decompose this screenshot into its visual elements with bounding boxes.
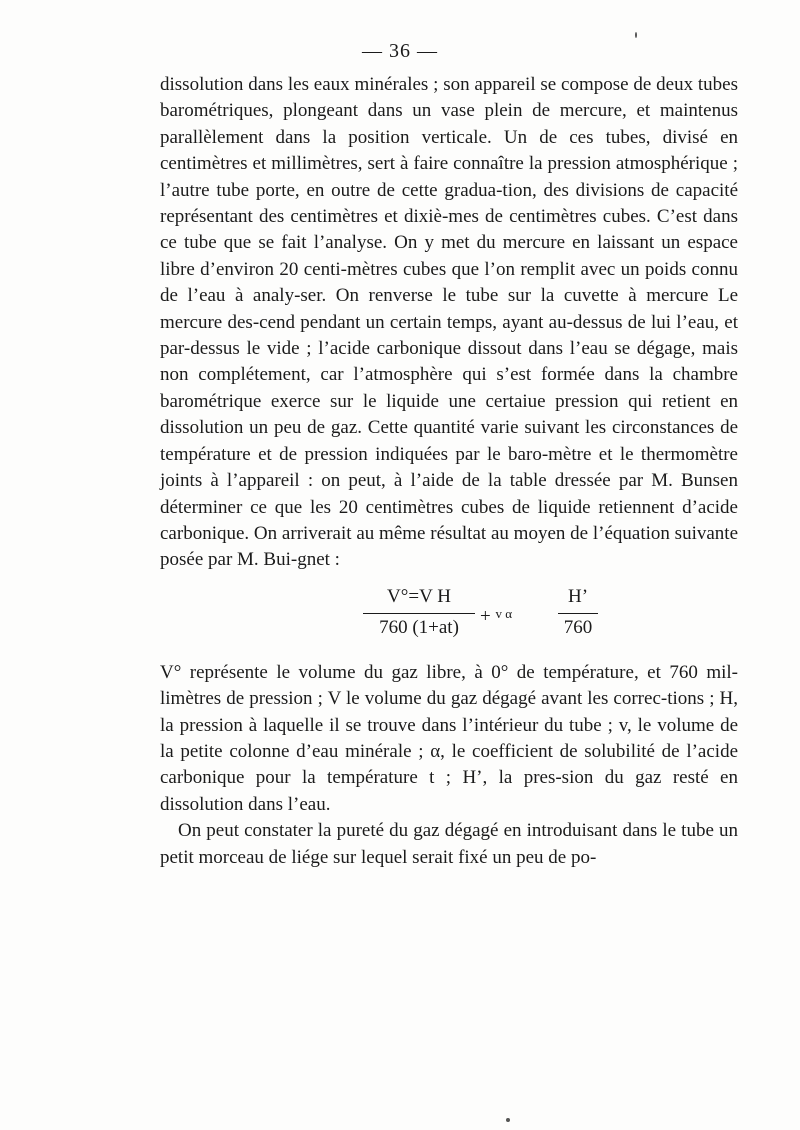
fraction-right-denominator: 760 — [563, 617, 593, 639]
paragraph-definitions: V° représente le volume du gaz libre, à 0° de température, et 760 mil-limètres de pression ; V le volume du gaz dégagé avant les correc-tions ; H, la pression à laquelle il se trouve dans l’intérieur du tube ; v, le volume de la petite colonne d’eau minérale ; α, le coefficient de solubilité de l’acide carbonique pour la température t ; H’, la pres-sion du gaz resté en dissolution dans l’eau. — [160, 661, 738, 815]
v-alpha-term: v α — [495, 605, 513, 621]
fraction-left — [363, 584, 475, 642]
fraction-right-numerator: H’ — [558, 584, 598, 614]
print-speck — [635, 32, 637, 38]
paragraph-purity: On peut constater la pureté du gaz dégagé en introduisant dans le tube un petit morceau de liége sur lequel serait fixé un peu de po- — [160, 820, 738, 868]
print-speck — [506, 1118, 510, 1122]
fraction-right — [558, 584, 598, 642]
fraction-left-numerator: V°=V H — [363, 584, 475, 614]
plus-term — [480, 601, 512, 630]
page-number: — 36 — — [362, 40, 438, 62]
page-body — [160, 72, 738, 871]
fraction-left-denominator: 760 (1+at) — [379, 617, 459, 639]
paragraph-dissolution: dissolution dans les eaux minérales ; son appareil se compose de deux tubes barométriques, plongeant dans un vase plein de mercure, et maintenus parallèlement dans la position verticale. Un de ces tubes, divisé en centimètres et millimètres, sert à faire connaître la pression atmosphérique ; l’autre tube porte, en outre de cette gradua-tion, des divisions de capacité représentant des centimètres et dixiè-mes de centimètres cubes. C’est dans ce tube que se fait l’analyse. On y met du mercure en laissant un espace libre d’environ 20 centi-mètres cubes que l’on remplit avec un poids connu de l’eau à analy-ser. On renverse le tube sur la cuvette à mercure Le mercure des-cend pendant un certain temps, ayant au-dessus de lui l’eau, et par-dessus le vide ; l’acide carbonique dissout dans l’eau se dégage, mais non complétement, car l’atmosphère qui s’est formée dans la chambre barométrique exerce sur le liquide une certaiue pression qui retient en dissolution un peu de gaz. Cette quantité varie suivant les circonstances de température et de pression indiquées par le baro-mètre et le thermomètre joints à l’appareil : on peut, à l’aide de la table dressée par M. Bunsen déterminer ce que les 20 centimètres cubes de liquide retiennent d’acide carbonique. On arriverait au même résultat au moyen de l’équation suivante posée par M. Bui-gnet : — [160, 74, 738, 571]
equation — [160, 574, 738, 660]
plus-sign: + — [480, 605, 491, 627]
